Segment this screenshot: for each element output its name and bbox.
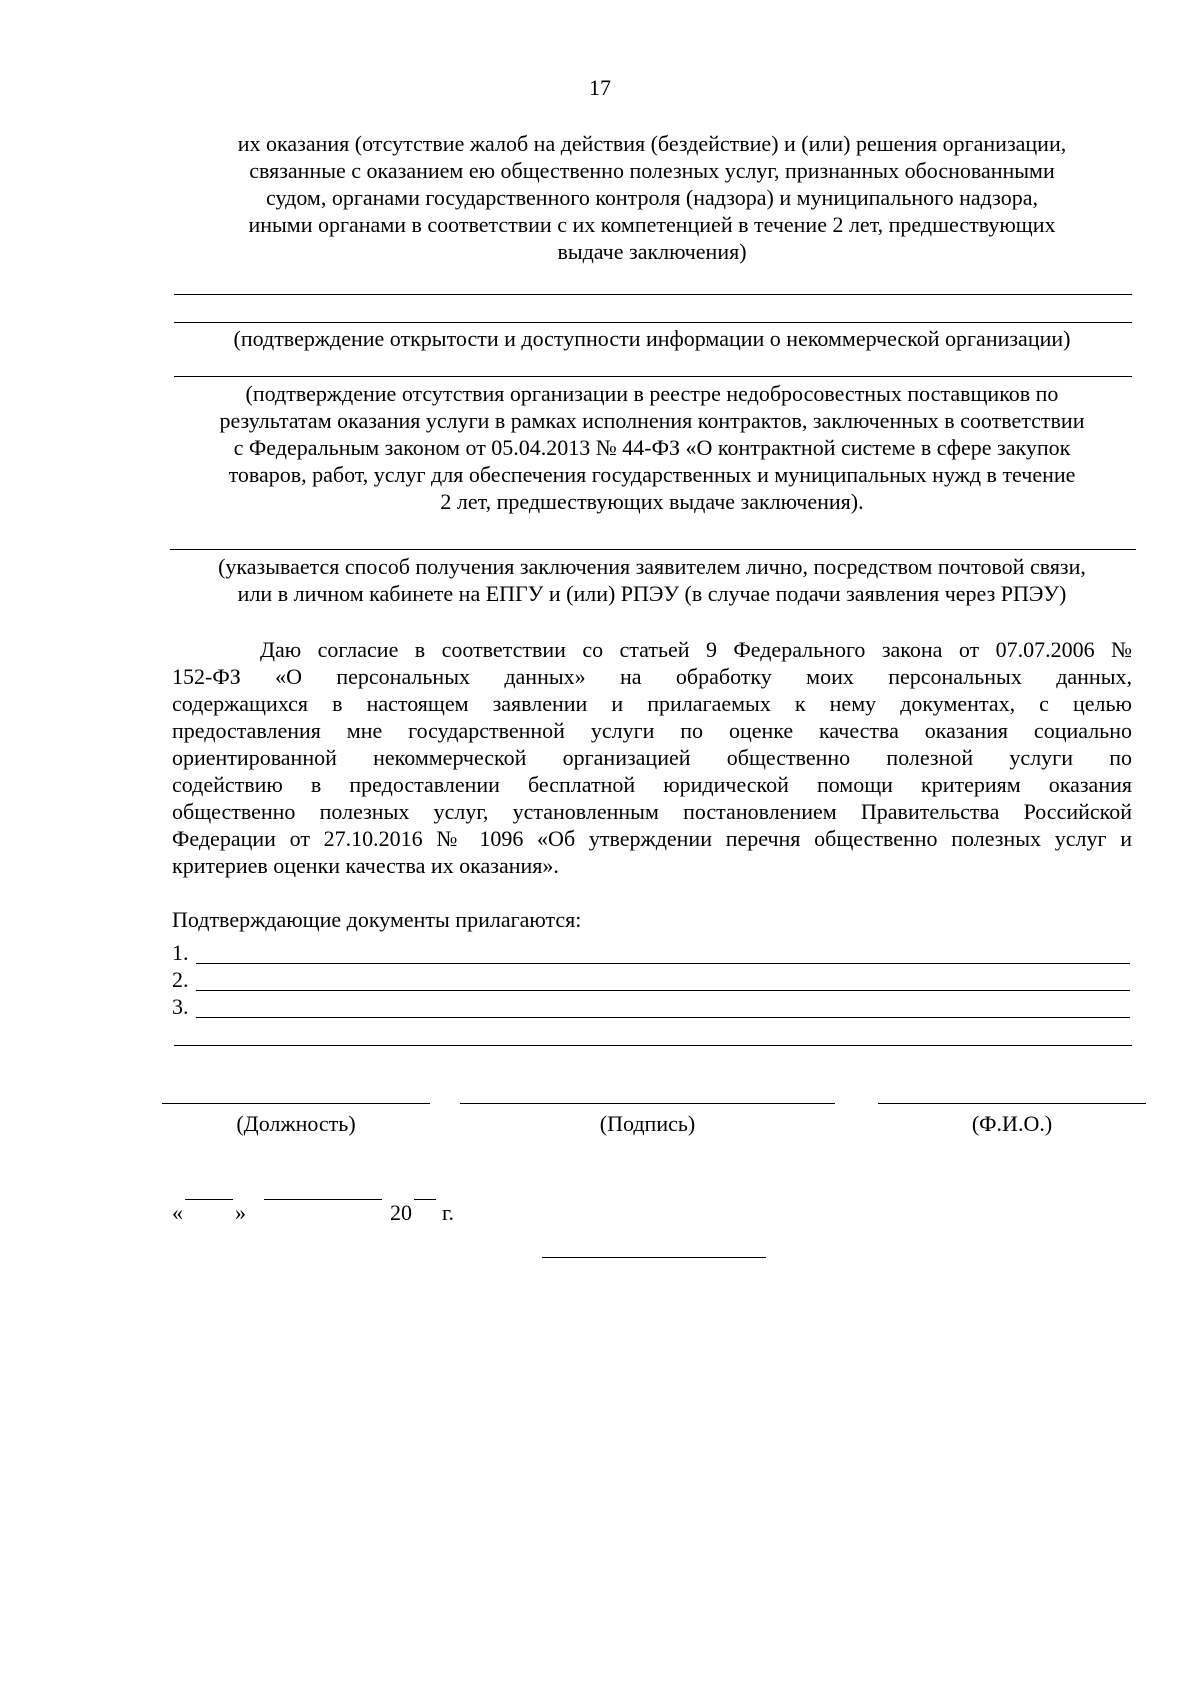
name-label: (Ф.И.О.) (971, 1111, 1053, 1136)
paragraph-line: содержащихся в настоящем заявлении и прилагаемых к нему документах, с целью (172, 691, 1132, 716)
block-line: выдаче заключения) (557, 239, 747, 264)
block-line: 2 лет, предшествующих выдаче заключения). (440, 489, 864, 514)
document-item[interactable] (172, 939, 1130, 966)
block-line: или в личном кабинете на ЕПГУ и (или) РПЭУ (в случае подачи заявления через РПЭУ) (237, 581, 1067, 606)
consent-paragraph (172, 636, 1132, 879)
block-line: связанные с оказанием ею общественно полезных услуг, признанных обоснованными (249, 158, 1055, 183)
paragraph-line: ориентированной некоммерческой организацией общественно полезной услуги по (172, 745, 1132, 770)
block-line: (указывается способ получения заключения заявителем лично, посредством почтовой связи, (218, 554, 1086, 579)
page-number: 17 (589, 75, 611, 100)
blank-line (174, 322, 1132, 323)
year-prefix: 20 (390, 1200, 412, 1225)
paragraph-line: Федерации от 27.10.2016 № 1096 «Об утверждении перечня общественно полезных услуг и (172, 826, 1132, 851)
block-line: (подтверждение открытости и доступности информации о некоммерческой организации) (233, 326, 1071, 351)
block-line: (подтверждение отсутствия организации в реестре недобросовестных поставщиков по (245, 381, 1059, 406)
month-blank[interactable] (264, 1199, 382, 1200)
document-item[interactable] (172, 966, 1130, 993)
paragraph-line: общественно полезных услуг, установленным постановлением Правительства Российской (172, 799, 1132, 824)
position-line[interactable] (162, 1103, 430, 1104)
document-number: 2. (172, 967, 189, 992)
name-line[interactable] (878, 1103, 1146, 1104)
day-blank[interactable] (185, 1199, 233, 1200)
document-item[interactable] (172, 993, 1130, 1020)
block-line: результатам оказания услуги в рамках исполнения контрактов, заключенных в соответствии (219, 408, 1085, 433)
block-line: судом, органами государственного контроля (надзора) и муниципального надзора, (266, 185, 1038, 210)
document-blank-line[interactable] (196, 1017, 1130, 1018)
paragraph-line: Даю согласие в соответствии со статьей 9 Федерального закона от 07.07.2006 № (260, 637, 1132, 662)
document-number: 3. (172, 994, 189, 1019)
block-line: иными органами в соответствии с их компетенцией в течение 2 лет, предшествующих (248, 212, 1056, 237)
document-blank-line[interactable] (196, 963, 1130, 964)
blank-line (174, 376, 1132, 377)
document-blank-line[interactable] (196, 990, 1130, 991)
closing-rule (542, 1257, 766, 1258)
document-number: 1. (172, 940, 189, 965)
date-close-quote: » (235, 1200, 246, 1225)
signature-line[interactable] (460, 1103, 835, 1104)
position-label: (Должность) (236, 1111, 356, 1136)
documents-title: Подтверждающие документы прилагаются: (172, 907, 582, 932)
paragraph-line: содействию в предоставлении бесплатной юридической помощи критериям оказания (172, 772, 1132, 797)
paragraph-line: 152-ФЗ «О персональных данных» на обработку моих персональных данных, (172, 664, 1132, 689)
paragraph-line: предоставления мне государственной услуги по оценке качества оказания социально (172, 718, 1132, 743)
date-open-quote: « (172, 1200, 183, 1225)
signature-label: (Подпись) (599, 1111, 696, 1136)
blank-line (174, 1045, 1132, 1046)
blank-line (174, 294, 1132, 295)
block-line: с Федеральным законом от 05.04.2013 № 44-ФЗ «О контрактной системе в сфере закупок (233, 435, 1071, 460)
block-openness-note (172, 325, 1132, 352)
block-line: их оказания (отсутствие жалоб на действия (бездействие) и (или) решения организации, (237, 131, 1067, 156)
block-delivery-note (172, 553, 1132, 607)
year-blank[interactable] (414, 1199, 436, 1200)
paragraph-line: критериев оценки качества их оказания». (172, 853, 559, 878)
year-suffix: г. (442, 1200, 455, 1225)
blank-line (170, 549, 1136, 550)
block-registry-note (172, 380, 1132, 515)
block-nonviolation-note (172, 130, 1132, 265)
block-line: товаров, работ, услуг для обеспечения государственных и муниципальных нужд в течение (228, 462, 1076, 487)
